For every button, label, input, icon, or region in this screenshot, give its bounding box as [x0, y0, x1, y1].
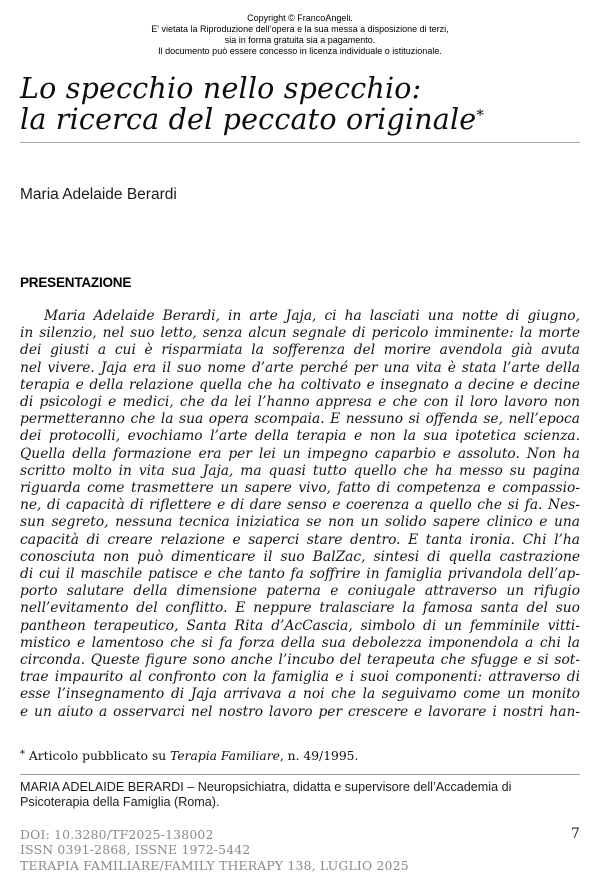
body-text-line: permetteranno che la sua opera scompaia. E nessuno si offenda se, nell’epoca: [20, 411, 580, 428]
article-title-line1: Lo specchio nello specchio:: [20, 72, 422, 105]
body-text-line: Quella della formazione era per lei un impegno caparbio e assoluto. Non ha: [20, 445, 580, 462]
title-footnote-marker: *: [476, 106, 485, 124]
article-body: [20, 308, 580, 721]
footnote-journal-title: Terapia Familiare: [170, 748, 280, 763]
copyright-line: Copyright © FrancoAngeli.: [247, 13, 353, 23]
footer-issn: ISSN 0391-2868, ISSNE 1972-5442: [20, 842, 251, 858]
author-name: Maria Adelaide Berardi: [20, 186, 177, 203]
body-text-line: in silenzio, nel suo letto, senza alcun segnale di pericolo imminente: la morte: [20, 325, 580, 342]
footer-doi: DOI: 10.3280/TF2025-138002: [20, 826, 214, 842]
body-text-line: terapia e della relazione quella che ha coltivato e insegnato a decine e decine: [20, 376, 580, 393]
page-number: 7: [570, 825, 580, 842]
body-text-line: mistico e lamentoso che si fa forza della sua debolezza imponendola a chi la: [20, 634, 580, 651]
body-text-line: ne, di capacità di riflettere e di dare senso e coerenza a quello che si fa. Nes-: [20, 497, 580, 514]
body-text-line: dei giusti a cui è risparmiata la sofferenza del morire avendola già avuta: [20, 342, 580, 359]
copyright-line: sia in forma gratuita sia a pagamento.: [224, 35, 376, 45]
article-title: [20, 73, 580, 135]
footnote-text-prefix: Articolo pubblicato su: [25, 748, 171, 763]
body-text-line: trae impaurito al confronto con la famiglia e i suoi componenti: attraverso di: [20, 669, 580, 686]
bio-divider: [20, 774, 580, 775]
author-bio: MARIA ADELAIDE BERARDI – Neuropsichiatra, didatta e supervisore dell’Accademia di Psicoterapia della Famiglia (Roma).: [20, 779, 512, 810]
copyright-notice: [20, 0, 580, 57]
body-text-line: scritto molto in vita sua Jaja, ma quasi tutto quello che ha messo su pagina: [20, 462, 580, 479]
body-text-line: Maria Adelaide Berardi, in arte Jaja, ci ha lasciati una notte di giugno,: [44, 308, 580, 324]
body-text-line: capacità di creare relazione e saperci stare dentro. E tanta ironia. Chi l’ha: [20, 531, 580, 548]
body-text-line: nell’evitamento del conflitto. E neppure tralasciare la famosa santa del suo: [20, 600, 580, 617]
footnote: [20, 749, 580, 763]
body-text-line: nel vivere. Jaja era il suo nome d’arte perché per una vita è stata l’arte della: [20, 359, 580, 376]
body-text-line: e un aiuto a osservarci nel nostro lavoro per crescere e lavorare i nostri han-: [20, 703, 580, 720]
body-text-line: dei protocolli, evochiamo l’arte della terapia e non la sua ipotetica scienza.: [20, 428, 580, 445]
body-text-line: riguarda come trasmettere un sapere vivo, fatto di competenza e compassio-: [20, 480, 580, 497]
title-divider: [20, 142, 580, 143]
copyright-line: Il documento può essere concesso in licenza individuale o istituzionale.: [158, 46, 442, 56]
footnote-marker: *: [20, 748, 25, 760]
body-text-line: esse l’insegnamento di Jaja arrivava a noi che la seguivamo come un monito: [20, 686, 580, 703]
footer-journal-line: TERAPIA FAMILIARE/FAMILY THERAPY 138, LUGLIO 2025: [20, 858, 409, 874]
body-text-line: porto salutare della dimensione paterna e coniugale attraverso un rifugio: [20, 583, 580, 600]
body-text-line: di cui il maschile patisce e che tanto fa soffrire in famiglia privandola dell’ap-: [20, 566, 580, 583]
copyright-line: E' vietata la Riproduzione dell’opera e la sua messa a disposizione di terzi,: [151, 24, 449, 34]
body-text-line: circonda. Queste figure sono anche l’incubo del terapeuta che sfugge e si sot-: [20, 652, 580, 669]
article-title-line2: la ricerca del peccato originale: [20, 103, 477, 136]
body-text-line: conosciuta non può dimenticare il suo BalZac, sintesi di quella castrazione: [20, 548, 580, 565]
page-footer: [20, 827, 580, 874]
section-heading: PRESENTAZIONE: [20, 275, 132, 290]
body-text-line: di psicologi e medici, che da lei l’hanno appresa e che con il loro lavoro non: [20, 394, 580, 411]
body-text-line: pantheon terapeutico, Santa Rita d’AcCascia, simbolo di un femminile vitti-: [20, 617, 580, 634]
body-text-line: sun segreto, nessuna tecnica iniziatica se non un solido sapere clinico e una: [20, 514, 580, 531]
footnote-text-suffix: , n. 49/1995.: [279, 748, 359, 763]
